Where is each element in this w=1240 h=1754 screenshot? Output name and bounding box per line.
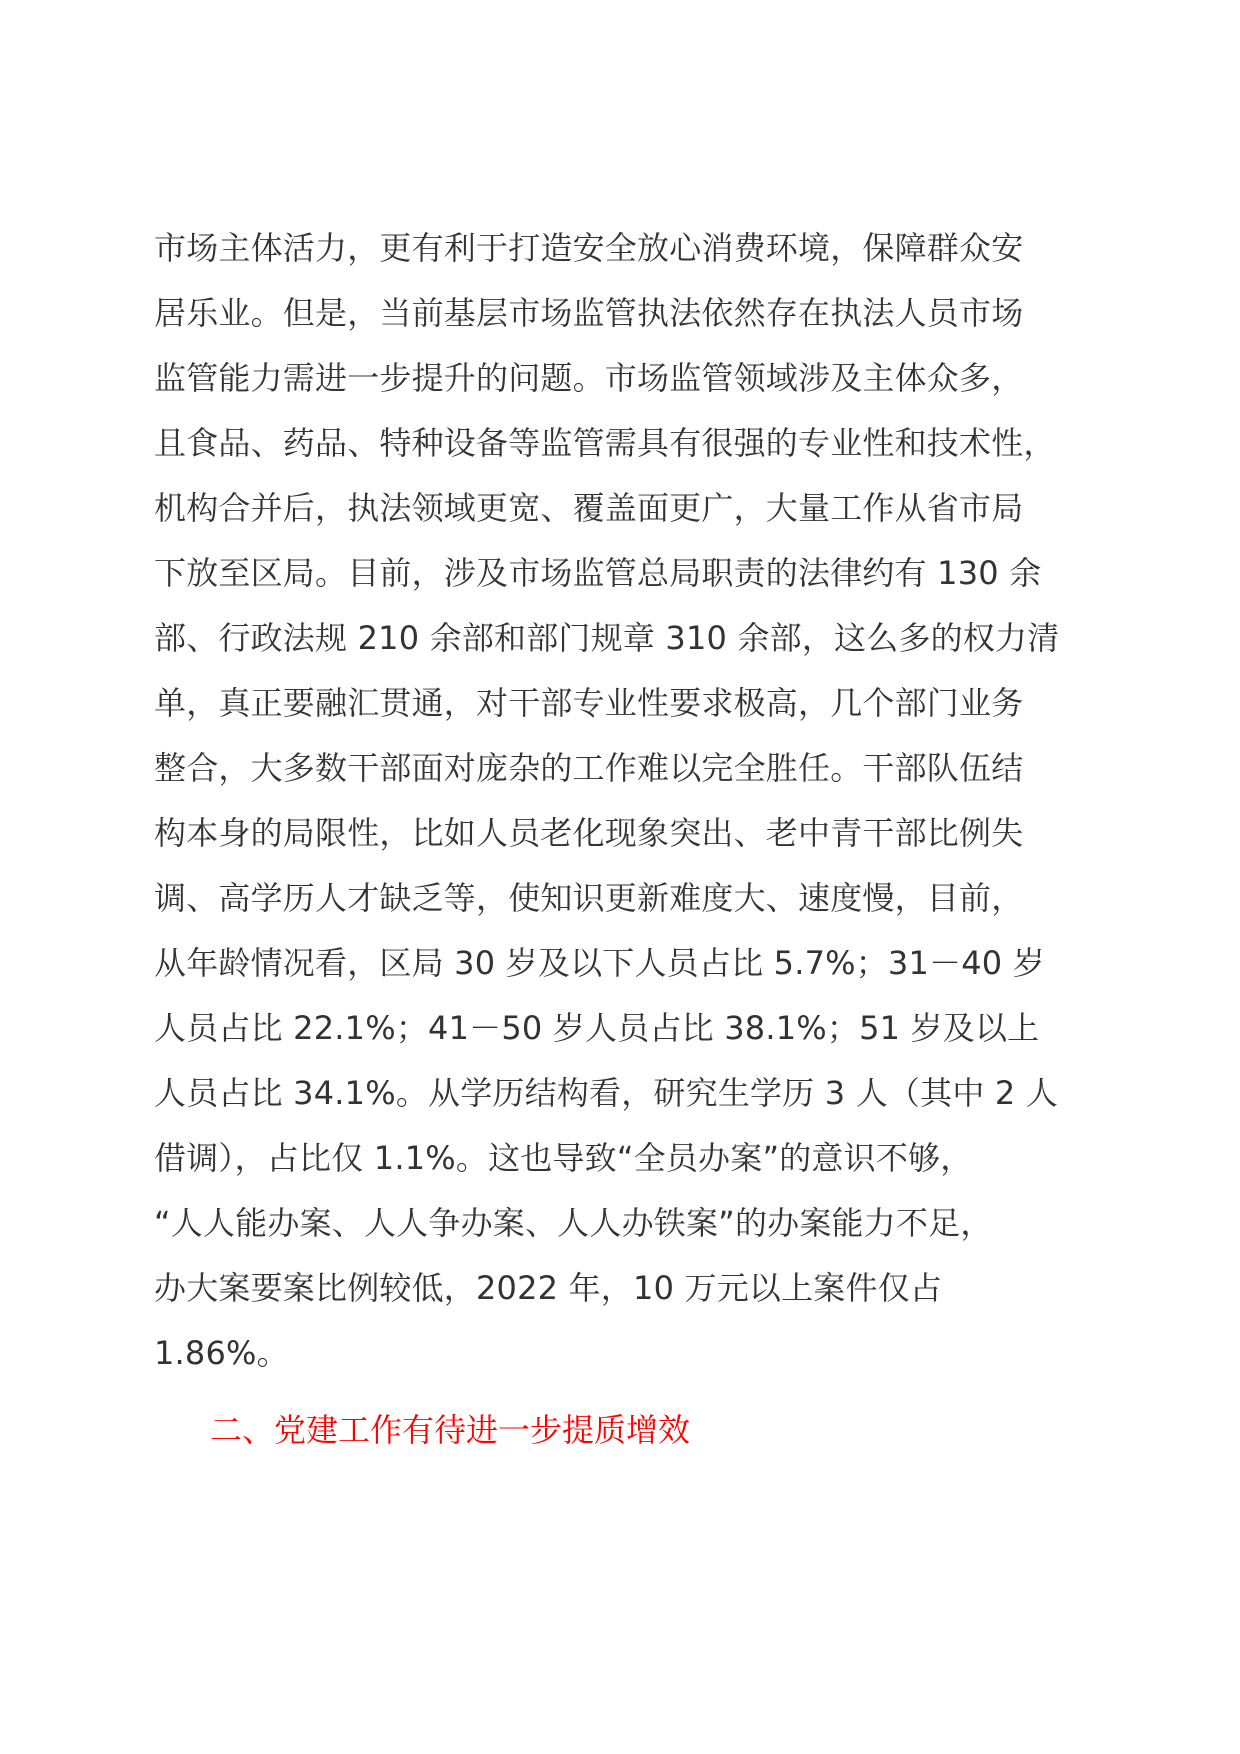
paragraph-line: 构本身的局限性，比如人员老化现象突出、老中青干部比例失: [154, 814, 1024, 852]
paragraph-line: 人员占比 34.1%。从学历结构看，研究生学历 3 人（其中 2 人: [154, 1074, 1059, 1112]
paragraph-line: 借调），占比仅 1.1%。这也导致“全员办案”的意识不够，: [154, 1139, 973, 1177]
paragraph-line: 机构合并后，执法领域更宽、覆盖面更广，大量工作从省市局: [154, 489, 1024, 527]
paragraph-line: 居乐业。但是，当前基层市场监管执法依然存在执法人员市场: [154, 294, 1024, 332]
paragraph-line: 从年龄情况看，区局 30 岁及以下人员占比 5.7%；31－40 岁: [154, 944, 1045, 982]
paragraph-line: 部、行政法规 210 余部和部门规章 310 余部，这么多的权力清: [154, 619, 1060, 657]
paragraph-line: 人员占比 22.1%；41－50 岁人员占比 38.1%；51 岁及以上: [154, 1009, 1040, 1047]
paragraph-line: “人人能办案、人人争办案、人人办铁案”的办案能力不足，: [154, 1204, 993, 1242]
paragraph-line: 市场主体活力，更有利于打造安全放心消费环境，保障群众安: [154, 229, 1024, 267]
paragraph-line: 监管能力需进一步提升的问题。市场监管领域涉及主体众多，: [154, 359, 1024, 397]
paragraph-line: 调、高学历人才缺乏等，使知识更新难度大、速度慢，目前，: [154, 879, 1024, 917]
paragraph-line: 办大案要案比例较低，2022 年，10 万元以上案件仅占: [154, 1269, 943, 1307]
paragraph-line: 1.86%。: [154, 1334, 289, 1372]
paragraph-line: 下放至区局。目前，涉及市场监管总局职责的法律约有 130 余: [154, 554, 1042, 592]
body-paragraph: [154, 216, 1094, 1386]
paragraph-line: 整合，大多数干部面对庞杂的工作难以完全胜任。干部队伍结: [154, 749, 1024, 787]
paragraph-line: 且食品、药品、特种设备等监管需具有很强的专业性和技术性，: [154, 424, 1056, 462]
section-heading: 二、党建工作有待进一步提质增效: [210, 1411, 691, 1449]
paragraph-line: 单，真正要融汇贯通，对干部专业性要求极高，几个部门业务: [154, 684, 1024, 722]
